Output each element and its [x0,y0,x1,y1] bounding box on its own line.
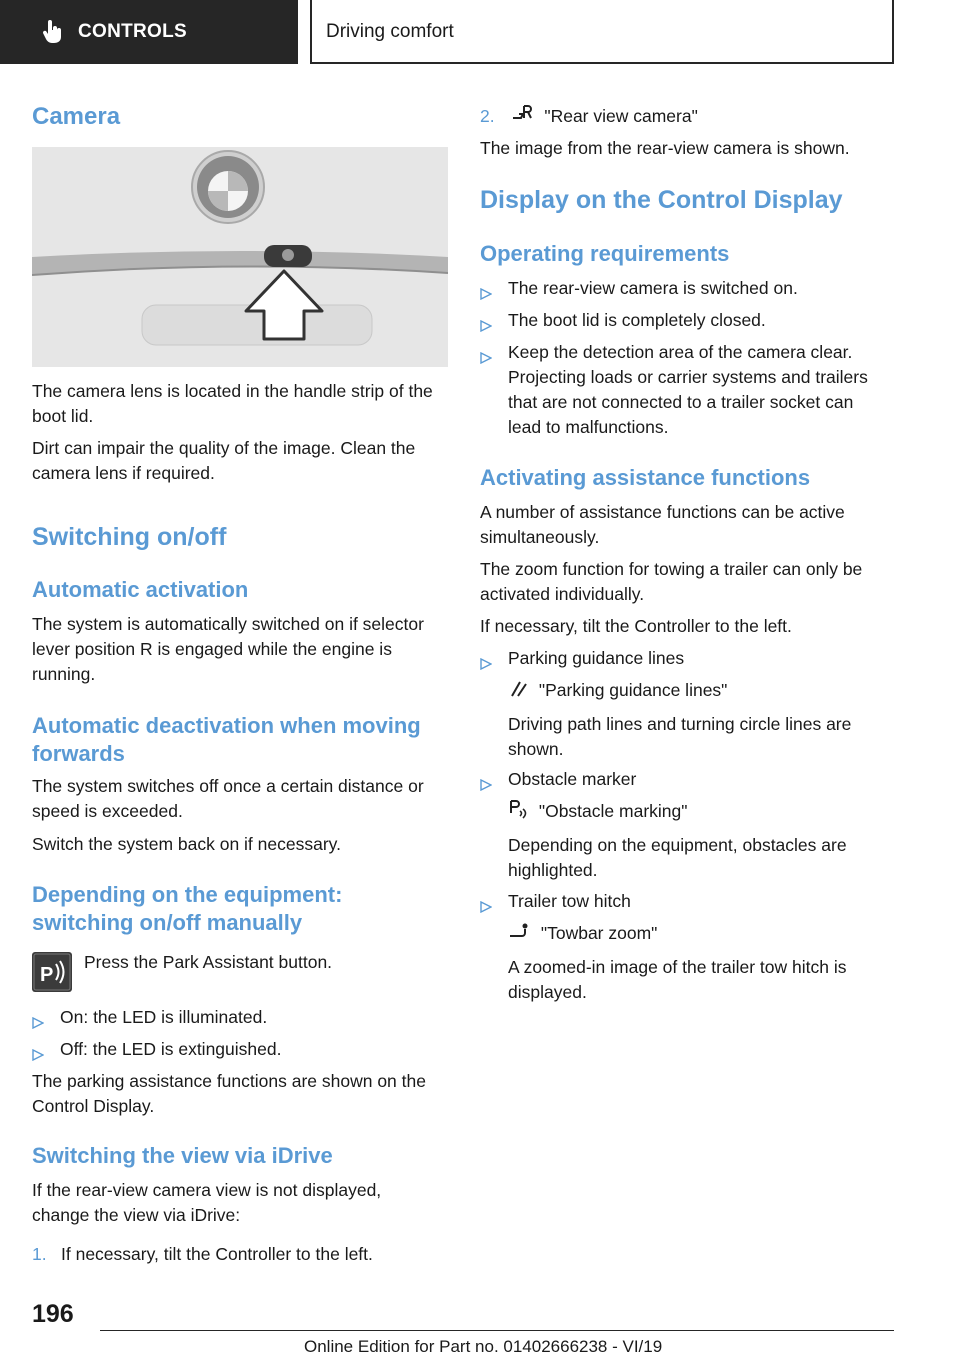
park-assistant-button-icon [32,952,72,992]
function-trailer-tow-hitch: Trailer tow hitch "Towbar zoom" A zoomed-in image of the trailer tow hitch is displayed. [480,889,890,1005]
switching-heading: Switching on/off [32,523,227,551]
list-item: Obstacle marker [480,767,890,792]
towbar-zoom-icon [508,921,530,948]
section-label: CONTROLS [78,21,188,42]
assistance-functions-heading: Activating assistance functions [480,465,811,490]
manual-paragraph: The parking assistance functions are shown on the Control Display. [32,1071,426,1116]
manual-switching-heading: Depending on the equipment: switching on/off manually [32,882,343,935]
triangle-bullet-icon [32,1043,44,1068]
triangle-bullet-icon [32,1011,44,1036]
automatic-deactivation-paragraph-2: Switch the system back on if necessary. [32,834,341,854]
assistance-paragraph-2: The zoom function for towing a trailer can only be activated individually. [480,559,863,604]
list-item: The rear-view camera is switched on. [480,276,890,301]
operating-requirements-list [480,276,890,440]
triangle-bullet-icon [480,652,492,677]
camera-paragraph-1: The camera lens is located in the handle strip of the boot lid. [32,381,433,426]
triangle-bullet-icon [480,895,492,920]
automatic-activation-paragraph: The system is automatically switched on if selector lever position R is engaged while the engine is running. [32,614,424,684]
park-assistant-text: Press the Park Assistant button. [84,952,333,972]
function-parking-guidance: Parking guidance lines "Parking guidance lines" Driving path lines and turning circle lines are shown. [480,646,890,762]
list-item: Parking guidance lines [480,646,890,671]
chapter-title: Driving comfort [310,0,894,64]
rear-view-camera-icon [511,104,533,131]
camera-heading: Camera [32,103,121,130]
svg-text:P: P [40,964,54,986]
page-number: 196 [32,1300,74,1328]
section-tab [0,0,298,64]
edition-text: Online Edition for Part no. 01402666238 - VI/19 [304,1337,663,1356]
camera-paragraph-2: Dirt can impair the quality of the image. Clean the camera lens if required. [32,438,416,483]
automatic-deactivation-heading: Automatic deactivation when moving forwards [32,713,421,766]
hand-pointer-icon [42,20,64,44]
idrive-heading: Switching the view via iDrive [32,1143,333,1168]
triangle-bullet-icon [480,346,492,371]
step-2-result: The image from the rear-view camera is shown. [480,138,850,158]
operating-requirements-heading: Operating requirements [480,241,730,266]
camera-photo [32,147,448,367]
list-item: Keep the detection area of the camera clear. Projecting loads or carrier systems and trailers that are not connected to a trailer socket can lead to malfunctions. [480,340,890,440]
list-item: On: the LED is illuminated. [32,1005,452,1030]
assistance-paragraph-1: A number of assistance functions can be active simultaneously. [480,502,845,547]
triangle-bullet-icon [480,773,492,798]
list-item: Off: the LED is extinguished. [32,1037,452,1062]
manual-list [32,1005,452,1062]
step-number: 1. [32,1244,47,1264]
triangle-bullet-icon [480,314,492,339]
list-item: The boot lid is completely closed. [480,308,890,333]
automatic-deactivation-paragraph-1: The system switches off once a certain distance or speed is exceeded. [32,776,424,821]
function-obstacle-marker: Obstacle marker "Obstacle marking" Depending on the equipment, obstacles are highlighted. [480,767,890,883]
list-item: Trailer tow hitch [480,889,890,914]
obstacle-marking-icon [508,799,528,826]
triangle-bullet-icon [480,282,492,307]
idrive-paragraph: If the rear-view camera view is not displayed, change the view via iDrive: [32,1180,382,1225]
idrive-step-1: 1. If necessary, tilt the Controller to the left. [32,1244,373,1264]
step-number: 2. [480,106,495,127]
idrive-step-2: 2. "Rear view camera" [480,104,890,131]
automatic-activation-heading: Automatic activation [32,577,249,602]
display-heading: Display on the Control Display [480,186,843,214]
footer-divider [100,1330,894,1331]
parking-guidance-lines-icon [508,678,528,705]
assistance-paragraph-3: If necessary, tilt the Controller to the left. [480,616,792,636]
